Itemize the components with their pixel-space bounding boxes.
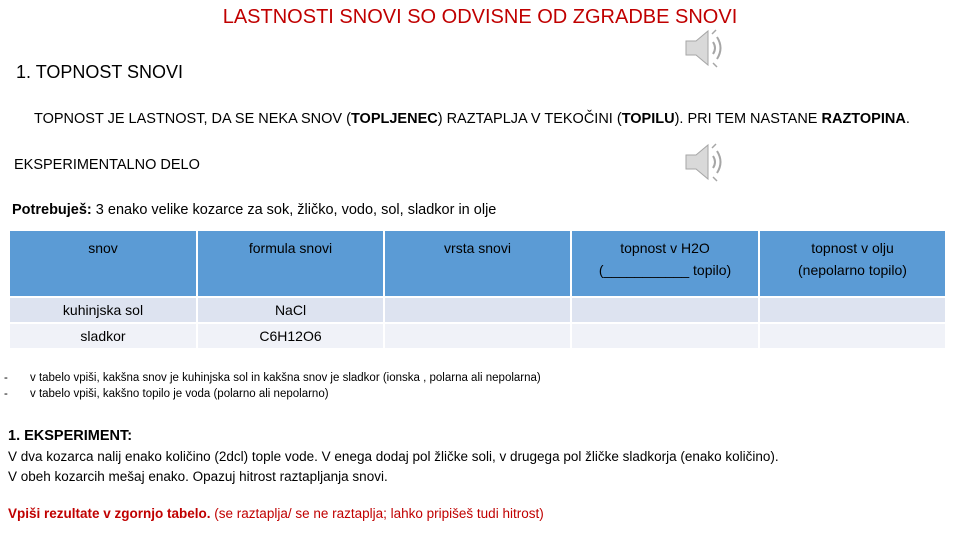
header-substance: snov <box>9 230 197 297</box>
header-oil-solubility: topnost v olju (nepolarno topilo) <box>759 230 946 297</box>
cell-water[interactable] <box>571 323 759 349</box>
experiment-instructions: V dva kozarca nalij enako količino (2dcl) tople vode. V enega dodaj pol žličke soli, v drugega pol žličke sladkorja (enako količino). V obeh kozarcih mešaj enako. Opazuj hitrost raztapljanja snovi. <box>8 449 779 484</box>
cell-oil[interactable] <box>759 297 946 323</box>
cell-substance: kuhinjska sol <box>9 297 197 323</box>
cell-type[interactable] <box>384 297 571 323</box>
cell-type[interactable] <box>384 323 571 349</box>
cell-substance: sladkor <box>9 323 197 349</box>
list-item: - v tabelo vpiši, kakšno topilo je voda (polarno ali nepolarno) <box>4 388 329 400</box>
solubility-table <box>8 229 947 350</box>
definition-text: TOPNOST JE LASTNOST, DA SE NEKA SNOV (TOPLJENEC) RAZTAPLJA V TEKOČINI (TOPILU). PRI TEM NASTANE RAZTOPINA. <box>34 111 910 127</box>
header-formula: formula snovi <box>197 230 384 297</box>
supplies-text: Potrebuješ: 3 enako velike kozarce za sok, žličko, vodo, sol, sladkor in olje <box>12 202 497 218</box>
instructions-list <box>4 370 541 402</box>
experiment-title: 1. EKSPERIMENT: <box>8 428 133 444</box>
header-water-solubility: topnost v H2O (___________ topilo) <box>571 230 759 297</box>
cell-formula: C6H12O6 <box>197 323 384 349</box>
experimental-work-label: EKSPERIMENTALNO DELO <box>14 157 200 173</box>
header-substance-type: vrsta snovi <box>384 230 571 297</box>
speaker-icon[interactable] <box>682 140 728 184</box>
cell-oil[interactable] <box>759 323 946 349</box>
table-row <box>9 297 946 323</box>
page-title: LASTNOSTI SNOVI SO ODVISNE OD ZGRADBE SNOVI <box>222 6 738 28</box>
cell-water[interactable] <box>571 297 759 323</box>
section-heading: 1. TOPNOST SNOVI <box>16 62 184 82</box>
result-instruction: Vpiši rezultate v zgornjo tabelo. (se raztaplja/ se ne raztaplja; lahko pripišeš tudi hitrost) <box>8 506 544 521</box>
speaker-icon[interactable] <box>682 26 728 70</box>
table-row <box>9 323 946 349</box>
table-header-row <box>9 230 946 297</box>
cell-formula: NaCl <box>197 297 384 323</box>
list-item: - v tabelo vpiši, kakšna snov je kuhinjska sol in kakšna snov je sladkor (ionska , polarna ali nepolarna) <box>4 372 541 384</box>
